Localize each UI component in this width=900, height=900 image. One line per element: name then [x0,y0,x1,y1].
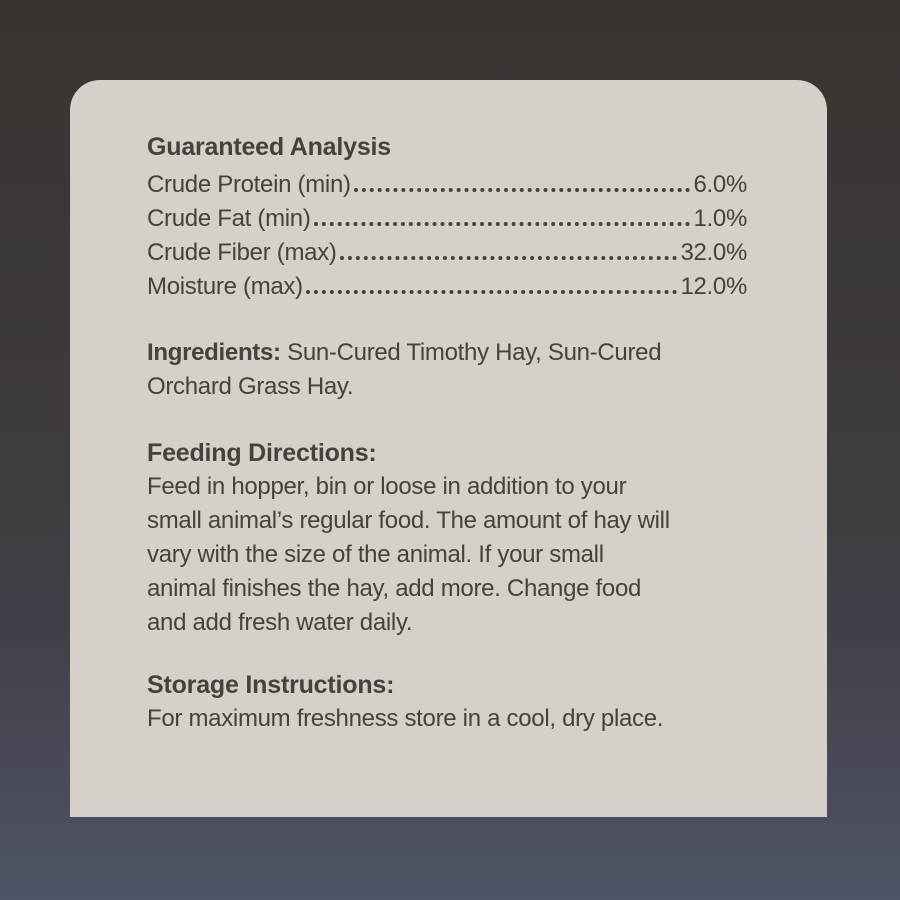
ingredients-text-line: Orchard Grass Hay. [147,373,354,400]
storage-instructions-heading: Storage Instructions: [147,671,395,699]
ingredients-section [147,336,772,404]
analysis-row-value: 6.0% [693,171,747,198]
ingredients-line [147,336,772,370]
dot-leader [354,188,691,192]
ingredients-heading: Ingredients: [147,339,281,366]
storage-instructions-section [147,668,772,736]
analysis-row [147,202,747,236]
analysis-row [147,236,747,270]
analysis-row-label: Crude Protein (min) [147,171,351,198]
ingredients-text: Sun-Cured Timothy Hay, Sun-Cured [280,339,662,366]
guaranteed-analysis-section [147,130,772,304]
guaranteed-analysis-heading: Guaranteed Analysis [147,133,391,161]
feeding-directions-line: Feed in hopper, bin or loose in addition to your [147,473,627,500]
feeding-directions-heading: Feeding Directions: [147,439,377,467]
feeding-directions-line: vary with the size of the animal. If your small [147,541,604,568]
analysis-row-label: Crude Fiber (max) [147,239,337,266]
dot-leader [306,290,678,294]
analysis-row [147,168,747,202]
analysis-row-value: 1.0% [693,205,747,232]
feeding-directions-line: and add fresh water daily. [147,609,413,636]
analysis-row-value: 12.0% [680,273,747,300]
analysis-row-label: Moisture (max) [147,273,303,300]
feeding-directions-line: small animal’s regular food. The amount of hay will [147,507,670,534]
guaranteed-analysis-table [147,168,747,304]
analysis-row-label: Crude Fat (min) [147,205,311,232]
analysis-row-value: 32.0% [680,239,747,266]
analysis-row [147,270,747,304]
product-label-card [70,80,827,817]
storage-instructions-line: For maximum freshness store in a cool, dry place. [147,705,664,732]
dot-leader [314,222,691,226]
feeding-directions-line: animal finishes the hay, add more. Change food [147,575,642,602]
feeding-directions-section [147,436,772,640]
dot-leader [340,256,678,260]
